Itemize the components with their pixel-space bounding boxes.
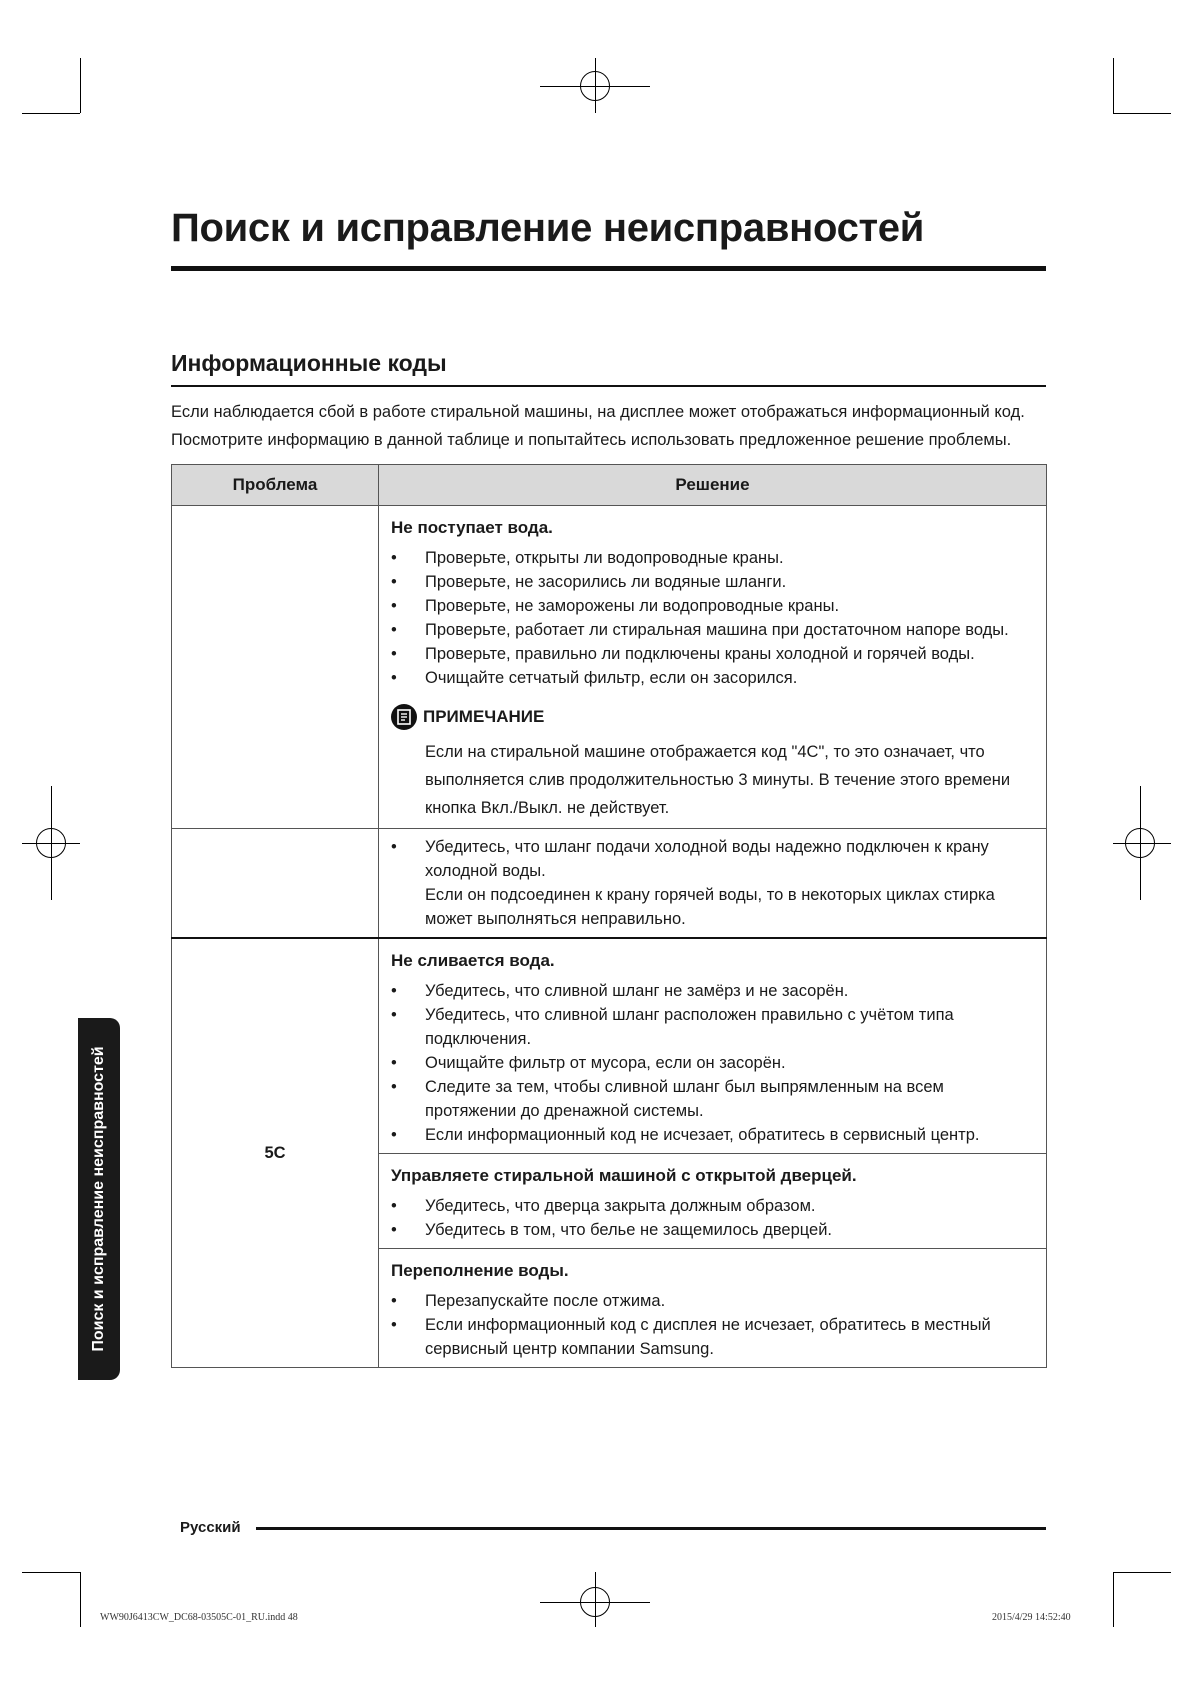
footer-language: Русский (180, 1519, 241, 1536)
list-item: • Если информационный код с дисплея не исчезает, обратитесь в местный сервисный центр компании Samsung. (391, 1313, 1032, 1361)
list-item: • Проверьте, не засорились ли водяные шланги. (391, 570, 1032, 594)
note-text: Если на стиральной машине отображается код "4C", то это означает, что выполняется слив продолжительностью 3 минуты. В течение этого времени кнопка Вкл./Выкл. не действует. (425, 743, 1011, 817)
table-row (172, 829, 1047, 939)
registration-mark (595, 58, 596, 113)
side-tab (78, 1018, 120, 1380)
title-rule (171, 266, 1046, 271)
solution-cell (379, 1249, 1047, 1368)
crop-mark (22, 113, 80, 114)
list-item: • Убедитесь, что сливной шланг расположен правильно с учётом типа подключения. (391, 1003, 1032, 1051)
solution-heading: Не сливается вода. (391, 951, 555, 970)
list-item: • Убедитесь, что шланг подачи холодной воды надежно подключен к крану холодной воды. (391, 835, 1032, 883)
solution-list (391, 835, 1032, 883)
list-item: • Проверьте, открыты ли водопроводные краны. (391, 546, 1032, 570)
crop-mark (1113, 58, 1114, 113)
crop-mark (80, 58, 81, 113)
solution-cell (379, 506, 1047, 829)
registration-mark (595, 1572, 596, 1627)
info-codes-table (171, 464, 1047, 1368)
solution-list (391, 979, 1032, 1147)
table-row (172, 506, 1047, 829)
list-item-continuation: Если он подсоединен к крану горячей воды, то в некоторых циклах стирка может выполняться неправильно. (425, 886, 995, 928)
crop-mark (22, 1572, 80, 1573)
print-file-info: WW90J6413CW_DC68-03505C-01_RU.indd 48 (100, 1612, 298, 1623)
solution-heading: Не поступает вода. (391, 518, 553, 537)
note-icon (391, 704, 417, 730)
problem-cell (172, 829, 379, 939)
table-header-row (172, 465, 1047, 506)
list-item: • Следите за тем, чтобы сливной шланг был выпрямленным на всем протяжении до дренажной системы. (391, 1075, 1032, 1123)
problem-cell (172, 506, 379, 829)
list-item: • Очищайте фильтр от мусора, если он засорён. (391, 1051, 1032, 1075)
solution-cell (379, 938, 1047, 1154)
note-header (391, 704, 1032, 730)
list-item: • Перезапускайте после отжима. (391, 1289, 1032, 1313)
page-title: Поиск и исправление неисправностей (171, 206, 925, 250)
list-item: • Проверьте, работает ли стиральная машина при достаточном напоре воды. (391, 618, 1032, 642)
note-title: ПРИМЕЧАНИЕ (423, 707, 545, 726)
solution-heading: Переполнение воды. (391, 1261, 569, 1280)
header-problem: Проблема (172, 465, 379, 506)
crop-mark (1113, 1572, 1171, 1573)
registration-mark (1113, 843, 1171, 844)
solution-heading: Управляете стиральной машиной с открытой дверцей. (391, 1166, 857, 1185)
side-tab-label: Поиск и исправление неисправностей (90, 1046, 107, 1352)
header-solution: Решение (379, 465, 1047, 506)
section-rule (171, 385, 1046, 387)
registration-mark (51, 786, 52, 900)
print-date-info: 2015/4/29 14:52:40 (992, 1612, 1071, 1623)
solution-cell (379, 1154, 1047, 1249)
list-item: • Если информационный код не исчезает, обратитесь в сервисный центр. (391, 1123, 1032, 1147)
crop-mark (1113, 113, 1171, 114)
intro-line: Посмотрите информацию в данной таблице и попытайтесь использовать предложенное решение проблемы. (171, 431, 1012, 449)
section-title: Информационные коды (171, 350, 447, 376)
crop-mark (80, 1572, 81, 1627)
intro-text (171, 398, 1051, 454)
problem-code: 5C (172, 938, 379, 1368)
list-item: • Проверьте, не заморожены ли водопроводные краны. (391, 594, 1032, 618)
footer-rule (256, 1527, 1046, 1530)
list-item: • Проверьте, правильно ли подключены краны холодной и горячей воды. (391, 642, 1032, 666)
list-item: • Убедитесь в том, что белье не защемилось дверцей. (391, 1218, 1032, 1242)
solution-list (391, 546, 1032, 690)
list-item: • Очищайте сетчатый фильтр, если он засорился. (391, 666, 1032, 690)
table-row (172, 938, 1047, 1154)
crop-mark (1113, 1572, 1114, 1627)
list-item: • Убедитесь, что дверца закрыта должным образом. (391, 1194, 1032, 1218)
solution-list (391, 1194, 1032, 1242)
list-item: • Убедитесь, что сливной шланг не замёрз и не засорён. (391, 979, 1032, 1003)
solution-cell (379, 829, 1047, 939)
intro-line: Если наблюдается сбой в работе стиральной машины, на дисплее может отображаться информационный код. (171, 403, 1025, 421)
registration-mark (1140, 786, 1141, 900)
solution-list (391, 1289, 1032, 1361)
